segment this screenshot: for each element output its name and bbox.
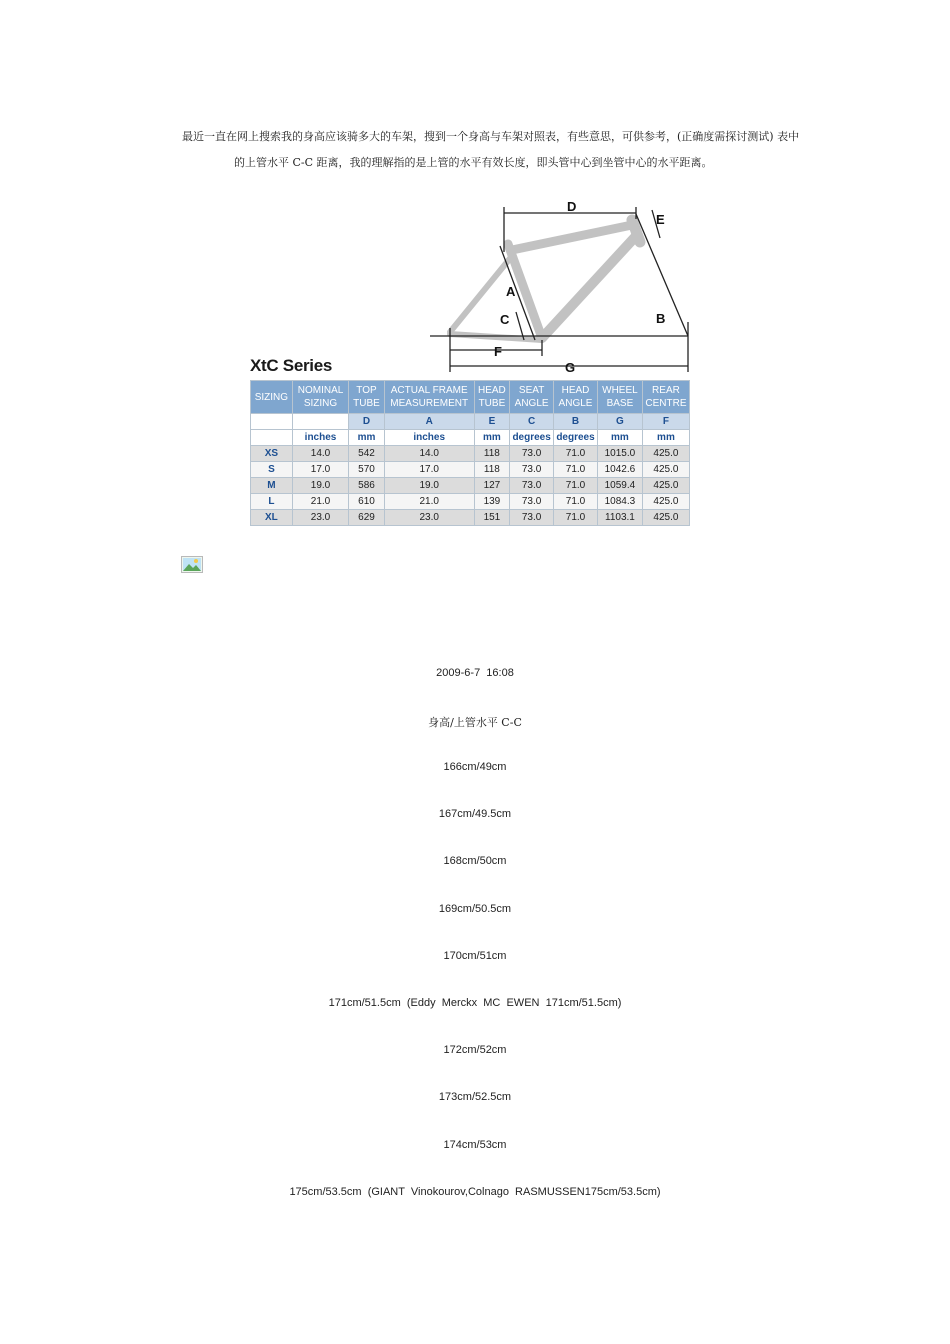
table-cell: 73.0 — [510, 462, 554, 478]
table-cell: 425.0 — [642, 494, 689, 510]
table-cell: 425.0 — [642, 510, 689, 526]
column-header — [349, 381, 385, 414]
table-cell: 118 — [474, 462, 510, 478]
unit-row — [251, 430, 690, 446]
table-cell: 1059.4 — [597, 478, 642, 494]
height-size-list — [0, 761, 950, 1233]
down-tube — [542, 236, 636, 338]
unit-label: mm — [474, 430, 510, 446]
column-header — [642, 381, 689, 414]
column-header — [554, 381, 598, 414]
label-b: B — [656, 311, 666, 326]
column-header — [384, 381, 474, 414]
column-header-bottom: TUBE — [478, 398, 506, 409]
column-header-top: REAR — [652, 385, 680, 396]
table-cell: 21.0 — [384, 494, 474, 510]
dimension-letter: F — [642, 414, 689, 430]
date-stamp: 2009-6-7 16:08 — [436, 667, 514, 679]
size-cell: XL — [251, 510, 293, 526]
list-item: 166cm/49cm — [443, 761, 507, 773]
size-cell: M — [251, 478, 293, 494]
table-cell: 71.0 — [554, 462, 598, 478]
table-cell: 610 — [349, 494, 385, 510]
column-header — [474, 381, 510, 414]
dimension-letter — [251, 414, 293, 430]
table-cell: 17.0 — [384, 462, 474, 478]
column-header-bottom: ANGLE — [514, 398, 549, 409]
column-header — [292, 381, 348, 414]
dimension-letter: A — [384, 414, 474, 430]
size-spec-table — [250, 380, 690, 526]
table-cell: 73.0 — [510, 494, 554, 510]
table-row — [251, 462, 690, 478]
label-a: A — [506, 284, 516, 299]
dimension-letter-row — [251, 414, 690, 430]
table-cell: 425.0 — [642, 446, 689, 462]
table-row — [251, 446, 690, 462]
label-c: C — [500, 312, 510, 327]
table-row — [251, 478, 690, 494]
table-cell: 71.0 — [554, 510, 598, 526]
column-header-bottom: ANGLE — [558, 398, 593, 409]
dimension-letter — [292, 414, 348, 430]
list-item: 172cm/52cm — [443, 1044, 507, 1057]
column-header-top: NOMINAL — [297, 385, 344, 396]
table-cell: 1015.0 — [597, 446, 642, 462]
table-cell: 17.0 — [292, 462, 348, 478]
label-d: D — [567, 199, 577, 214]
table-cell: 71.0 — [554, 478, 598, 494]
table-cell: 73.0 — [510, 478, 554, 494]
dimension-letter: B — [554, 414, 598, 430]
column-header-bottom: BASE — [606, 398, 634, 409]
label-g: G — [565, 360, 576, 375]
column-header-top: SEAT — [518, 385, 545, 396]
column-header-top: TOP — [356, 385, 377, 396]
table-cell: 73.0 — [510, 446, 554, 462]
table-cell: 139 — [474, 494, 510, 510]
size-list-heading: 身高/上管水平 C-C — [428, 716, 522, 729]
dimension-letter: C — [510, 414, 554, 430]
unit-label: mm — [349, 430, 385, 446]
table-cell: 21.0 — [292, 494, 348, 510]
unit-label — [251, 430, 293, 446]
broken-image-icon — [181, 556, 203, 573]
unit-label: degrees — [510, 430, 554, 446]
table-cell: 19.0 — [292, 478, 348, 494]
list-item: 170cm/51cm — [443, 949, 507, 962]
table-cell: 73.0 — [510, 510, 554, 526]
intro-line-1: 最近一直在网上搜索我的身高应该骑多大的车架，搜到一个身高与车架对照表，有些意思，可供参考，(正确度需探讨测试) 表中 — [182, 130, 800, 143]
unit-label: degrees — [554, 430, 598, 446]
table-cell: 425.0 — [642, 462, 689, 478]
list-item: 167cm/49.5cm — [438, 808, 512, 821]
table-cell: 71.0 — [554, 446, 598, 462]
table-cell: 23.0 — [384, 510, 474, 526]
table-row — [251, 510, 690, 526]
frame-geometry-diagram — [420, 190, 700, 380]
intro-line-2: 的上管水平 C-C 距离，我的理解指的是上管的水平有效长度，即头管中心到坐管中心的水平距离。 — [234, 156, 713, 169]
table-cell: 118 — [474, 446, 510, 462]
list-item: 169cm/50.5cm — [438, 902, 512, 915]
column-header — [597, 381, 642, 414]
column-header — [251, 381, 293, 414]
column-header-bottom: MEASUREMENT — [390, 398, 469, 409]
unit-label: inches — [384, 430, 474, 446]
list-item: 171cm/51.5cm (Eddy Merckx MC EWEN 171cm/51.5cm) — [328, 996, 622, 1009]
column-header-top: WHEEL — [602, 385, 638, 396]
top-tube — [512, 225, 632, 250]
table-cell: 542 — [349, 446, 385, 462]
table-cell: 1042.6 — [597, 462, 642, 478]
table-cell: 586 — [349, 478, 385, 494]
column-header-top: HEAD — [561, 385, 590, 396]
table-cell: 1084.3 — [597, 494, 642, 510]
table-cell: 14.0 — [292, 446, 348, 462]
spec-table-body — [251, 446, 690, 526]
size-cell: S — [251, 462, 293, 478]
table-cell: 425.0 — [642, 478, 689, 494]
size-cell: XS — [251, 446, 293, 462]
column-header — [510, 381, 554, 414]
unit-label: mm — [597, 430, 642, 446]
dimension-letter: E — [474, 414, 510, 430]
unit-label: mm — [642, 430, 689, 446]
column-header-top: SIZING — [254, 391, 289, 403]
chart-title: XtC Series — [250, 356, 333, 375]
list-item: 173cm/52.5cm — [438, 1091, 512, 1104]
table-cell: 19.0 — [384, 478, 474, 494]
dimension-letter: G — [597, 414, 642, 430]
column-header-bottom: CENTRE — [645, 398, 687, 409]
list-item: 175cm/53.5cm (GIANT Vinokourov,Colnago RASMUSSEN175cm/53.5cm) — [289, 1185, 661, 1198]
intro-paragraph — [182, 124, 810, 176]
table-cell: 71.0 — [554, 494, 598, 510]
list-item: 174cm/53cm — [443, 1138, 507, 1151]
table-row — [251, 494, 690, 510]
list-item: 168cm/50cm — [443, 855, 507, 868]
label-e: E — [656, 212, 665, 227]
label-f: F — [494, 344, 502, 359]
header-row — [251, 381, 690, 414]
column-header-top: HEAD — [478, 385, 506, 396]
size-cell: L — [251, 494, 293, 510]
table-cell: 14.0 — [384, 446, 474, 462]
table-cell: 23.0 — [292, 510, 348, 526]
table-cell: 570 — [349, 462, 385, 478]
column-header-top: ACTUAL FRAME — [390, 385, 468, 396]
chain-stay — [450, 334, 542, 340]
dimension-letter: D — [349, 414, 385, 430]
table-cell: 1103.1 — [597, 510, 642, 526]
column-header-bottom: TUBE — [353, 398, 380, 409]
table-cell: 127 — [474, 478, 510, 494]
table-cell: 629 — [349, 510, 385, 526]
unit-label: inches — [292, 430, 348, 446]
column-header-bottom: SIZING — [303, 398, 338, 409]
table-cell: 151 — [474, 510, 510, 526]
bike-frame — [450, 220, 640, 340]
